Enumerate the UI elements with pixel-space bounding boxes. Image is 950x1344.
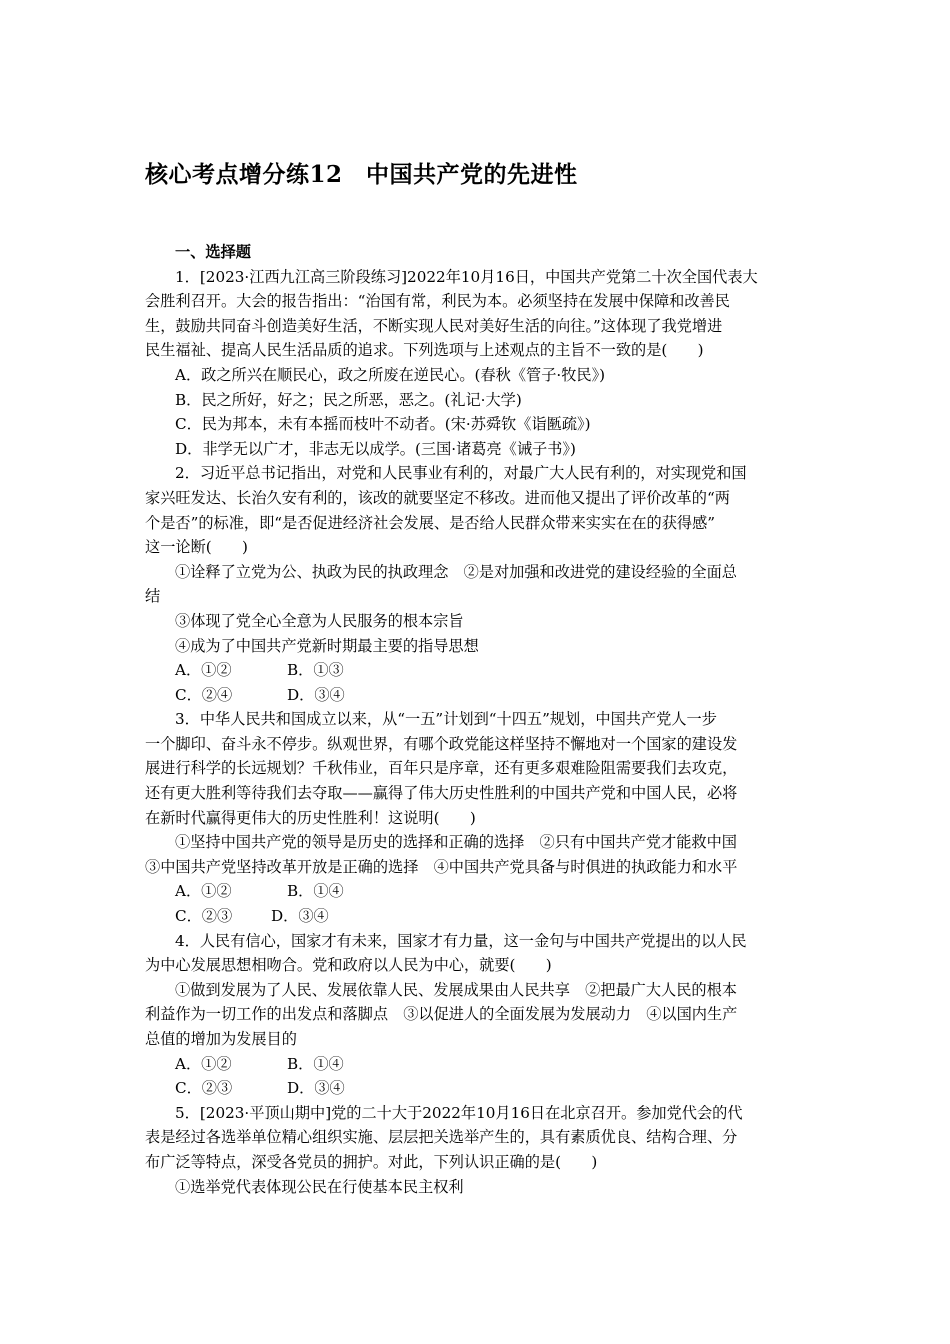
option-d: D．非学无以广才，非志无以成学。(三国·诸葛亮《诫子书》) xyxy=(175,439,576,458)
section-heading: 一、选择题 xyxy=(175,243,251,261)
question-text-line: 1．[2023·江西九江高三阶段练习]2022年10月16日，中国共产党第二十次全国代表大 xyxy=(175,267,758,286)
statement-line: ①做到发展为了人民、发展依靠人民、发展成果由人民共享 ②把最广大人民的根本 xyxy=(175,980,737,999)
statement-line: ④成为了中国共产党新时期最主要的指导思想 xyxy=(175,636,479,655)
statement-line: ①诠释了立党为公、执政为民的执政理念 ②是对加强和改进党的建设经验的全面总 xyxy=(175,562,737,581)
question-3 xyxy=(145,707,807,928)
option-b: B．①④ xyxy=(287,1054,344,1073)
option-d: D．③④ xyxy=(271,907,329,926)
options-row xyxy=(145,658,807,683)
statement-line: 利益作为一切工作的出发点和落脚点 ③以促进人的全面发展为发展动力 ④以国内生产 xyxy=(145,1005,738,1024)
option-b: B．①③ xyxy=(287,661,344,680)
question-text-line: 民生福祉、提高人民生活品质的追求。下列选项与上述观点的主旨不一致的是( ) xyxy=(145,341,704,360)
question-1 xyxy=(145,265,807,462)
question-text-line: 一个脚印、奋斗永不停步。纵观世界，有哪个政党能这样坚持不懈地对一个国家的建设发 xyxy=(145,734,738,753)
option-b: B．民之所好，好之；民之所恶，恶之。(礼记·大学) xyxy=(175,390,522,409)
question-text-line: 还有更大胜利等待我们去夺取——赢得了伟大历史性胜利的中国共产党和中国人民，必将 xyxy=(145,784,738,803)
options-row xyxy=(145,904,807,929)
question-text-line: 家兴旺发达、长治久安有利的，该改的就要坚定不移改。进而他又提出了评价改革的“两 xyxy=(145,488,730,507)
question-text-line: 表是经过各选举单位精心组织实施、层层把关选举产生的，具有素质优良、结构合理、分 xyxy=(145,1128,738,1147)
question-text-line: 在新时代赢得更伟大的历史性胜利！这说明( ) xyxy=(145,808,476,827)
question-text-line: 5．[2023·平顶山期中]党的二十大于2022年10月16日在北京召开。参加党代会的代 xyxy=(175,1103,743,1122)
question-text-line: 2．习近平总书记指出，对党和人民事业有利的，对最广大人民有利的，对实现党和国 xyxy=(175,464,747,483)
question-5 xyxy=(145,1101,807,1199)
question-text-line: 会胜利召开。大会的报告指出：“治国有常，利民为本。必须坚持在发展中保障和改善民 xyxy=(145,292,730,311)
question-text-line: 为中心发展思想相吻合。党和政府以人民为中心，就要( ) xyxy=(145,956,552,975)
question-text-line: 这一论断( ) xyxy=(145,538,248,557)
option-b: B．①④ xyxy=(287,882,344,901)
question-text-line: 4．人民有信心，国家才有未来，国家才有力量，这一金句与中国共产党提出的以人民 xyxy=(175,931,747,950)
option-c: C．②③ xyxy=(175,1079,233,1098)
question-4 xyxy=(145,929,807,1101)
question-text-line: 个是否”的标准，即“是否促进经济社会发展、是否给人民群众带来实实在在的获得感” xyxy=(145,513,716,532)
option-d: D．③④ xyxy=(287,685,345,704)
statement-line: ①坚持中国共产党的领导是历史的选择和正确的选择 ②只有中国共产党才能救中国 xyxy=(175,833,737,852)
option-c: C．民为邦本，未有本摇而枝叶不动者。(宋·苏舜钦《诣匦疏》) xyxy=(175,415,591,434)
question-text-line: 展进行科学的长远规划？千秋伟业，百年只是序章，还有更多艰难险阻需要我们去攻克， xyxy=(145,759,738,778)
option-a: A．政之所兴在顺民心，政之所废在逆民心。(春秋《管子·牧民》) xyxy=(175,365,606,384)
statement-line: ③体现了党全心全意为人民服务的根本宗旨 xyxy=(175,611,464,630)
statement-line: ①选举党代表体现公民在行使基本民主权利 xyxy=(175,1177,464,1196)
statement-line: ③中国共产党坚持改革开放是正确的选择 ④中国共产党具备与时俱进的执政能力和水平 xyxy=(145,857,738,876)
question-2 xyxy=(145,461,807,707)
option-a: A．①② xyxy=(175,882,232,901)
option-a: A．①② xyxy=(175,661,232,680)
options-row xyxy=(145,683,807,708)
statement-line: 结 xyxy=(145,587,161,606)
options-row xyxy=(145,879,807,904)
option-d: D．③④ xyxy=(287,1079,345,1098)
question-text-line: 3．中华人民共和国成立以来，从“一五”计划到“十四五”规划，中国共产党人一步 xyxy=(175,710,717,729)
option-c: C．②④ xyxy=(175,685,233,704)
options-row xyxy=(145,1052,807,1077)
question-text-line: 生，鼓励共同奋斗创造美好生活，不断实现人民对美好生活的向往。”这体现了我党增进 xyxy=(145,316,723,335)
option-a: A．①② xyxy=(175,1054,232,1073)
statement-line: 总值的增加为发展目的 xyxy=(145,1030,297,1048)
option-c: C．②③ xyxy=(175,907,233,926)
page-title: 核心考点增分练12 中国共产党的先进性 xyxy=(145,161,578,188)
options-row xyxy=(145,1076,807,1101)
question-content xyxy=(145,240,807,1199)
question-text-line: 布广泛等特点，深受各党员的拥护。对此，下列认识正确的是( ) xyxy=(145,1152,598,1171)
